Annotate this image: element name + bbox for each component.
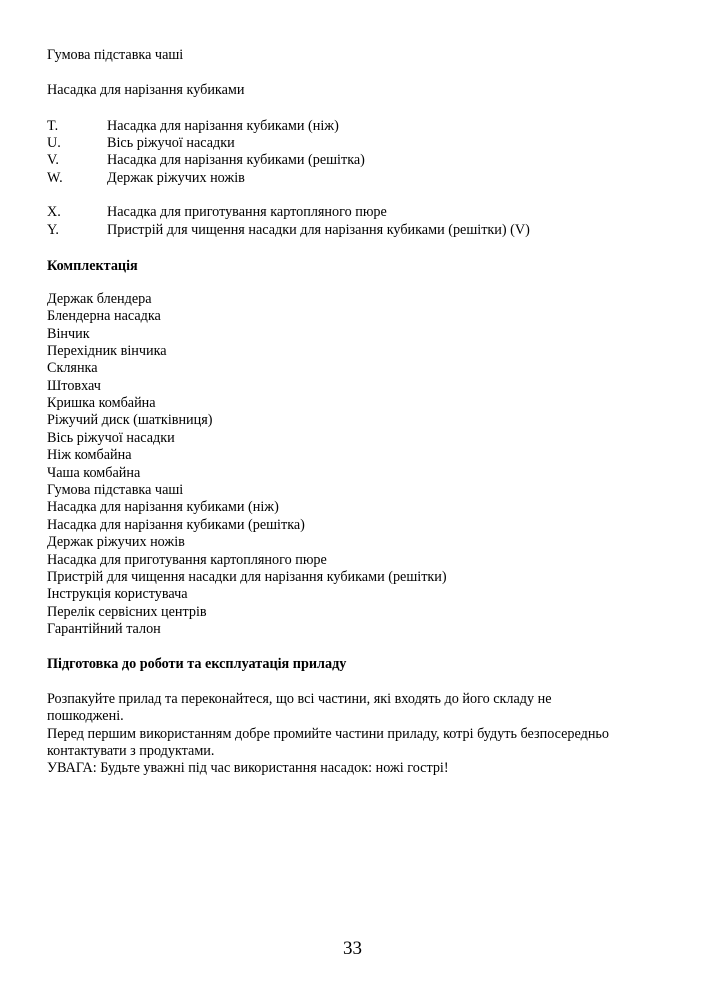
part-name: Держак ріжучих ножів bbox=[107, 170, 245, 186]
page-number: 33 bbox=[343, 938, 362, 959]
list-item: Вінчик bbox=[47, 326, 90, 342]
part-name: Насадка для нарізання кубиками (решітка) bbox=[107, 152, 365, 168]
list-item: Чаша комбайна bbox=[47, 465, 141, 481]
list-item: Склянка bbox=[47, 360, 98, 376]
part-name: Вісь ріжучої насадки bbox=[107, 135, 235, 151]
intro-line: Насадка для нарізання кубиками bbox=[47, 82, 245, 98]
list-item: Ніж комбайна bbox=[47, 447, 132, 463]
list-item: Блендерна насадка bbox=[47, 308, 161, 324]
part-letter: U. bbox=[47, 135, 61, 151]
paragraph-line: Перед першим використанням добре промийте частини приладу, котрі будуть безпосередньо bbox=[47, 726, 609, 742]
part-name: Насадка для приготування картопляного пюре bbox=[107, 204, 387, 220]
paragraph-line: УВАГА: Будьте уважні під час використання насадок: ножі гострі! bbox=[47, 760, 449, 776]
paragraph-line: пошкоджені. bbox=[47, 708, 124, 724]
list-item: Держак ріжучих ножів bbox=[47, 534, 185, 550]
intro-line: Гумова підставка чаші bbox=[47, 47, 184, 63]
paragraph-line: Розпакуйте прилад та переконайтеся, що всі частини, які входять до його складу не bbox=[47, 691, 552, 707]
list-item: Штовхач bbox=[47, 378, 101, 394]
list-item: Насадка для приготування картопляного пюре bbox=[47, 552, 327, 568]
part-name: Насадка для нарізання кубиками (ніж) bbox=[107, 118, 339, 134]
paragraph-line: контактувати з продуктами. bbox=[47, 743, 215, 759]
list-item: Вісь ріжучої насадки bbox=[47, 430, 175, 446]
list-item: Насадка для нарізання кубиками (решітка) bbox=[47, 517, 305, 533]
list-item: Пристрій для чищення насадки для нарізання кубиками (решітки) bbox=[47, 569, 447, 585]
part-name: Пристрій для чищення насадки для нарізання кубиками (решітки) (V) bbox=[107, 222, 530, 238]
part-letter: T. bbox=[47, 118, 59, 134]
list-item: Насадка для нарізання кубиками (ніж) bbox=[47, 499, 279, 515]
part-letter: W. bbox=[47, 170, 63, 186]
list-item: Ріжучий диск (шатківниця) bbox=[47, 412, 213, 428]
list-item: Перехідник вінчика bbox=[47, 343, 167, 359]
list-item: Держак блендера bbox=[47, 291, 152, 307]
list-item: Кришка комбайна bbox=[47, 395, 156, 411]
part-letter: V. bbox=[47, 152, 59, 168]
list-item: Інструкція користувача bbox=[47, 586, 188, 602]
list-item: Перелік сервісних центрів bbox=[47, 604, 207, 620]
list-item: Гумова підставка чаші bbox=[47, 482, 184, 498]
section-heading-completeness: Комплектація bbox=[47, 258, 138, 274]
list-item: Гарантійний талон bbox=[47, 621, 161, 637]
part-letter: X. bbox=[47, 204, 61, 220]
part-letter: Y. bbox=[47, 222, 59, 238]
section-heading-preparation: Підготовка до роботи та експлуатація приладу bbox=[47, 656, 347, 672]
